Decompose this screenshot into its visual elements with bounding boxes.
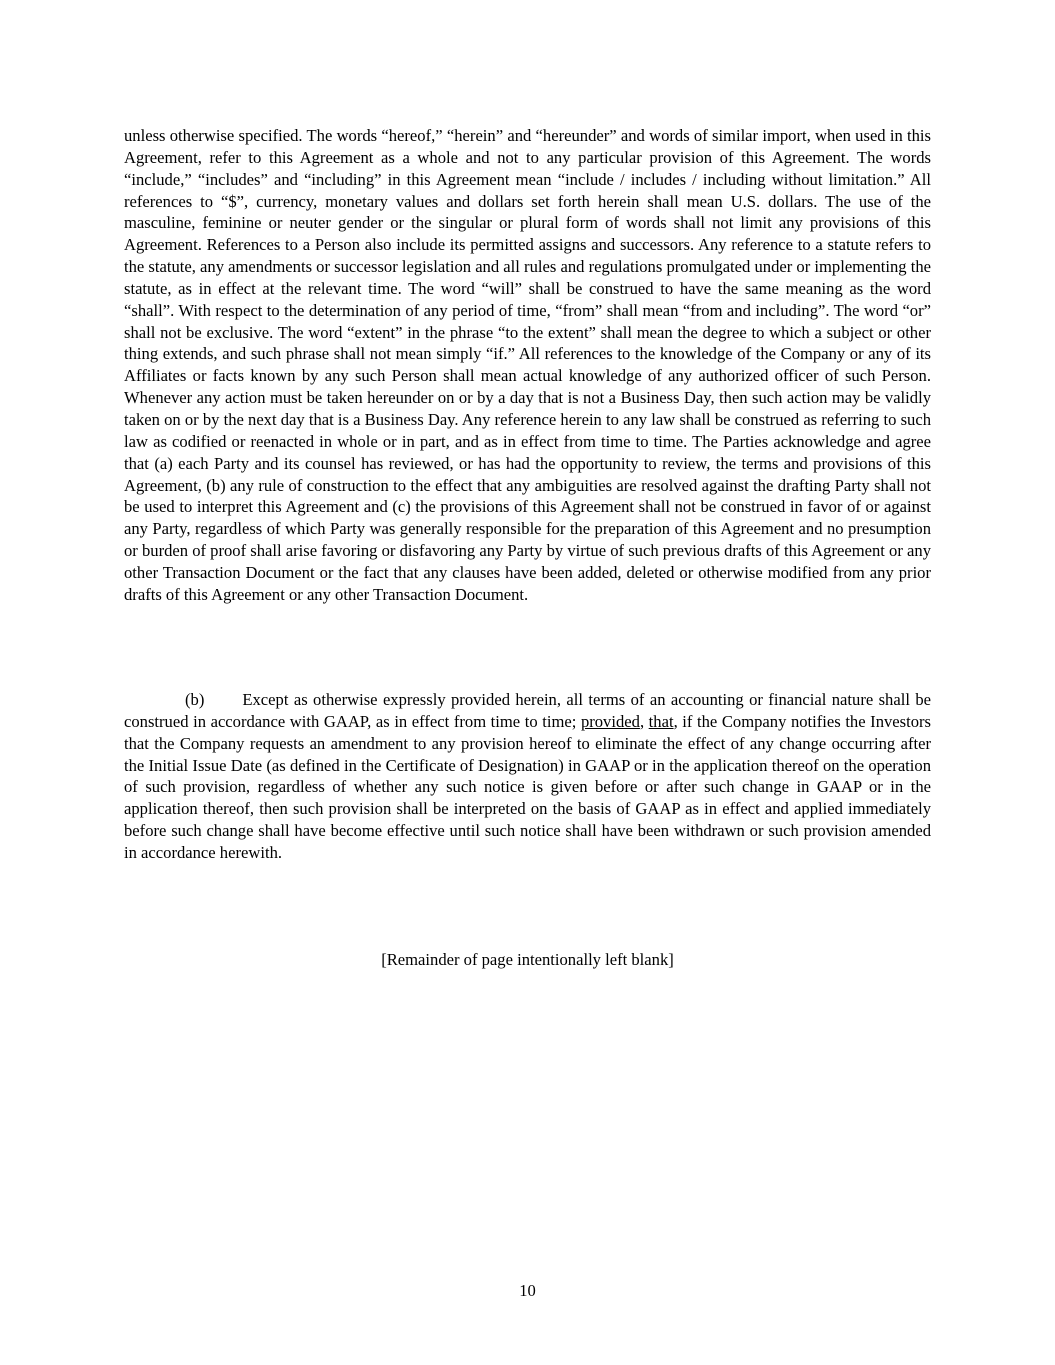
paragraph-b	[124, 689, 931, 864]
paragraph-b-text-2: , if the Company notifies the Investors that the Company requests an amendment to any provision hereof to eliminate the effect of any change occurring after the Initial Issue Date (as defined in the Certificate of Designation) in GAAP or in the application thereof on the operation of such provision, regardless of whether any such notice is given before or after such change in GAAP or in the application thereof, then such provision shall be interpreted on the basis of GAAP as in effect and applied immediately before such change shall have become effective until such notice shall have been withdrawn or such provision amended in accordance herewith.	[124, 711, 932, 862]
paragraph-b-separator: ,	[639, 711, 649, 731]
that-term: that	[648, 711, 674, 731]
paragraph-a: unless otherwise specified. The words “hereof,” “herein” and “hereunder” and words of similar import, when used in this Agreement, refer to this Agreement as a whole and not to any particular provision of this Agreement. The words “include,” “includes” and “including” in this Agreement mean “include / includes / including without limitation.” All references to “$”, currency, monetary values and dollars set forth herein shall mean U.S. dollars. The use of the masculine, feminine or neuter gender or the singular or plural form of words shall not limit any provisions of this Agreement. References to a Person also include its permitted assigns and successors. Any reference to a statute refers to the statute, any amendments or successor legislation and all rules and regulations promulgated under or implementing the statute, as in effect at the relevant time. The word “will” shall be construed to have the same meaning as the word “shall”. With respect to the determination of any period of time, “from” shall mean “from and including”. The word “or” shall not be exclusive. The word “extent” in the phrase “to the extent” shall mean the degree to which a subject or other thing extends, and such phrase shall not mean simply “if.” All references to the knowledge of the Company or any of its Affiliates or facts known by any such Person shall mean actual knowledge of any authorized officer of such Person. Whenever any action must be taken hereunder on or by a day that is not a Business Day, then such action may be validly taken on or by the next day that is a Business Day. Any reference herein to any law shall be construed as referring to such law as codified or reenacted in whole or in part, and as in effect from time to time. The Parties acknowledge and agree that (a) each Party and its counsel has reviewed, or has had the opportunity to review, the terms and provisions of this Agreement, (b) any rule of construction to the effect that any ambiguities are resolved against the drafting Party shall not be used to interpret this Agreement and (c) the provisions of this Agreement shall not be construed in favor of or against any Party, regardless of which Party was generally responsible for the preparation of this Agreement and no presumption or burden of proof shall arise favoring or disfavoring any Party by virtue of such previous drafts of this Agreement or any other Transaction Document or the fact that any clauses have been added, deleted or otherwise modified from any prior drafts of this Agreement or any other Transaction Document.	[124, 126, 931, 604]
remainder-note: [Remainder of page intentionally left blank]	[381, 950, 674, 969]
page-number: 10	[519, 1281, 536, 1300]
paragraph-b-text-1: Except as otherwise expressly provided herein, all terms of an accounting or financial nature shall be construed in accordance with GAAP, as in effect from time to time;	[124, 690, 931, 731]
provided-term: provided	[580, 711, 640, 731]
paragraph-b-label: (b)	[185, 690, 205, 709]
